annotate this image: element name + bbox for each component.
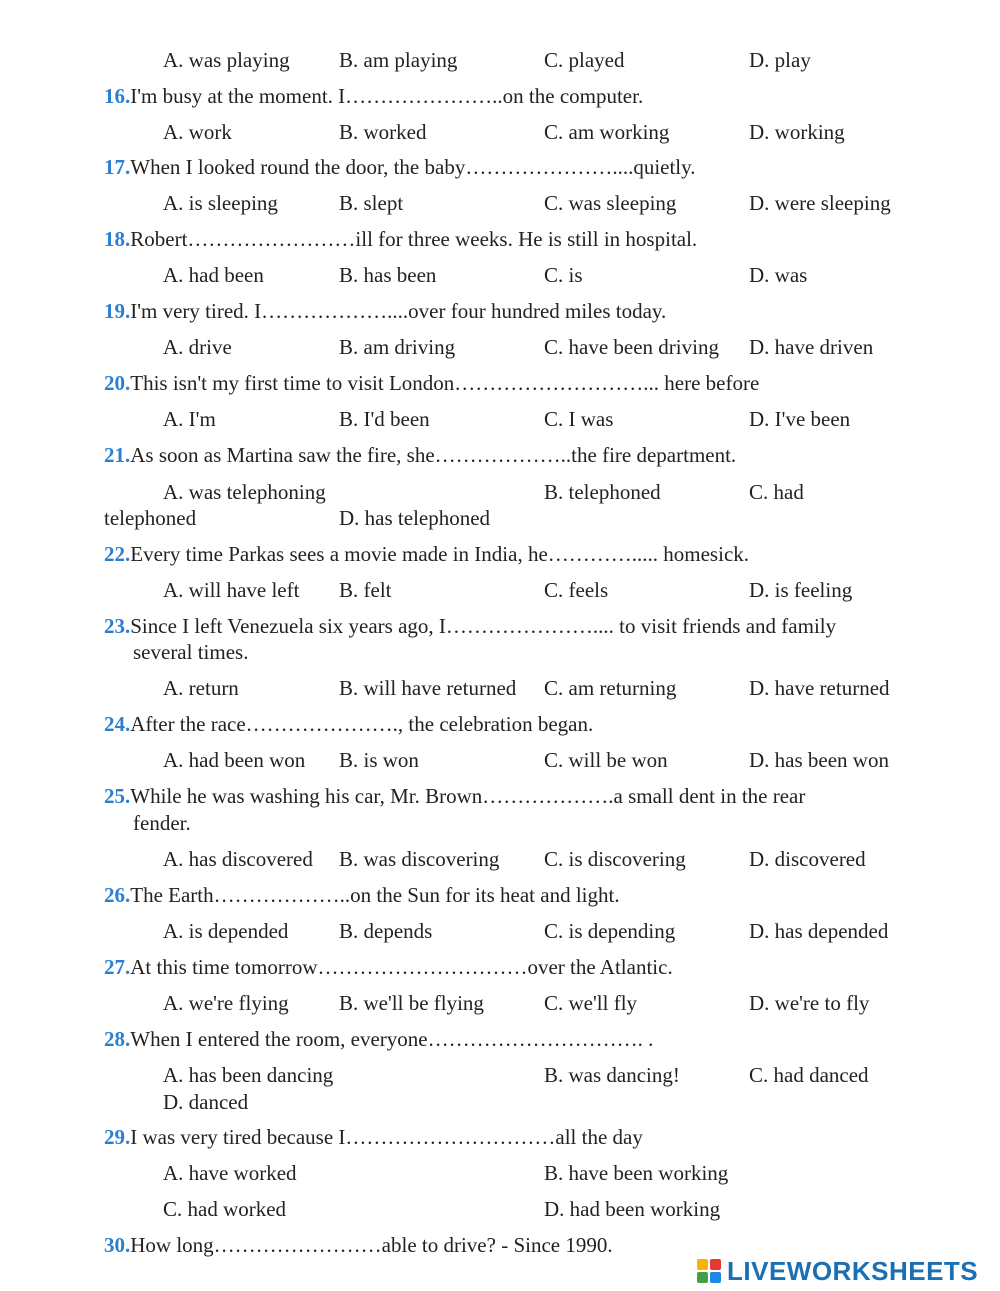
question-text-continued: several times. [133, 640, 249, 664]
option-a[interactable]: A. has been dancing [163, 1063, 334, 1087]
liveworksheets-logo[interactable] [697, 1255, 978, 1287]
option-b[interactable]: B. I'd been [339, 407, 430, 431]
option-d[interactable]: D. were sleeping [749, 191, 891, 215]
option-a[interactable]: A. is depended [163, 919, 289, 943]
option-d[interactable]: D. discovered [749, 847, 866, 871]
option-d[interactable]: D. have driven [749, 335, 874, 359]
question-16 [104, 83, 643, 109]
question-text: While he was washing his car, Mr. Brown……………….a small dent in the rear [130, 784, 806, 808]
option-d[interactable]: D. has been won [749, 748, 889, 772]
option-c[interactable]: C. had worked [163, 1197, 287, 1221]
question-number: 22. [104, 542, 131, 566]
question-text: This isn't my first time to visit London………………………... here before [130, 371, 760, 395]
question-number: 21. [104, 443, 131, 467]
option-b[interactable]: B. telephoned [544, 480, 661, 504]
question-number: 28. [104, 1027, 131, 1051]
question-number: 17. [104, 155, 131, 179]
question-17 [104, 154, 696, 180]
question-text: Every time Parkas sees a movie made in India, he…………..... homesick. [130, 542, 750, 566]
option-d[interactable]: D. working [749, 120, 845, 144]
question-21 [104, 442, 736, 468]
option-b[interactable]: B. was dancing! [544, 1063, 680, 1087]
question-20 [104, 370, 759, 396]
option-a[interactable]: A. was telephoning [163, 480, 326, 504]
logo-square-icon [710, 1272, 721, 1283]
question-25 [104, 783, 805, 809]
option-b[interactable]: B. slept [339, 191, 404, 215]
option-b[interactable]: B. has been [339, 263, 437, 287]
option-b[interactable]: B. have been working [544, 1161, 729, 1185]
logo-text: LIVEWORKSHEETS [727, 1255, 979, 1286]
question-number: 27. [104, 955, 131, 979]
option-c[interactable]: C. played [544, 48, 625, 72]
question-number: 25. [104, 784, 131, 808]
question-number: 19. [104, 299, 131, 323]
option-d[interactable]: D. is feeling [749, 578, 853, 602]
question-text: As soon as Martina saw the fire, she………………..the fire department. [130, 443, 737, 467]
option-c[interactable]: C. is discovering [544, 847, 686, 871]
question-number: 30. [104, 1233, 131, 1257]
option-c-continued[interactable]: telephoned [104, 506, 197, 530]
question-text: I'm busy at the moment. I…………………..on the computer. [130, 84, 644, 108]
question-text: How long……………………able to drive? - Since 1990. [130, 1233, 613, 1257]
option-c[interactable]: C. is [544, 263, 583, 287]
option-c[interactable]: C. was sleeping [544, 191, 677, 215]
option-d[interactable]: D. was [749, 263, 808, 287]
option-c[interactable]: C. I was [544, 407, 614, 431]
question-number: 26. [104, 883, 131, 907]
option-c[interactable]: C. will be won [544, 748, 668, 772]
logo-square-icon [710, 1259, 721, 1270]
option-a[interactable]: A. will have left [163, 578, 300, 602]
question-text: Since I left Venezuela six years ago, I………………….... to visit friends and family [130, 614, 837, 638]
option-d[interactable]: D. had been working [544, 1197, 721, 1221]
question-text-continued: fender. [133, 811, 191, 835]
option-a[interactable]: A. had been won [163, 748, 306, 772]
question-23 [104, 613, 836, 639]
question-28 [104, 1026, 653, 1052]
question-30 [104, 1232, 613, 1258]
logo-square-icon [697, 1259, 708, 1270]
question-text: I was very tired because I…………………………all the day [130, 1125, 643, 1149]
option-c[interactable]: C. am returning [544, 676, 677, 700]
option-b[interactable]: B. was discovering [339, 847, 500, 871]
option-c[interactable]: C. had [749, 480, 804, 504]
option-a[interactable]: A. we're flying [163, 991, 289, 1015]
question-text: I'm very tired. I………………....over four hundred miles today. [130, 299, 667, 323]
question-26 [104, 882, 620, 908]
option-a[interactable]: A. had been [163, 263, 264, 287]
option-c[interactable]: C. have been driving [544, 335, 719, 359]
question-number: 20. [104, 371, 131, 395]
option-b[interactable]: B. we'll be flying [339, 991, 484, 1015]
option-a[interactable]: A. have worked [163, 1161, 297, 1185]
option-c[interactable]: C. is depending [544, 919, 676, 943]
question-text: Robert……………………ill for three weeks. He is still in hospital. [130, 227, 698, 251]
option-d[interactable]: D. play [749, 48, 811, 72]
question-text: The Earth………………..on the Sun for its heat and light. [130, 883, 620, 907]
question-18 [104, 226, 697, 252]
question-27 [104, 954, 673, 980]
option-a[interactable]: A. drive [163, 335, 232, 359]
question-22 [104, 541, 749, 567]
question-29 [104, 1124, 643, 1150]
option-b[interactable]: B. am playing [339, 48, 458, 72]
question-number: 16. [104, 84, 131, 108]
option-a[interactable]: A. was playing [163, 48, 290, 72]
logo-icon [697, 1259, 721, 1283]
question-text: After the race…………………., the celebration began. [130, 712, 594, 736]
option-b[interactable]: B. am driving [339, 335, 456, 359]
option-a[interactable]: A. has discovered [163, 847, 313, 871]
question-19 [104, 298, 666, 324]
option-b[interactable]: B. worked [339, 120, 427, 144]
option-d[interactable]: D. has telephoned [339, 506, 491, 530]
option-a[interactable]: A. is sleeping [163, 191, 278, 215]
option-a[interactable]: A. return [163, 676, 239, 700]
option-a[interactable]: A. I'm [163, 407, 216, 431]
option-c[interactable]: C. we'll fly [544, 991, 638, 1015]
logo-square-icon [697, 1272, 708, 1283]
question-number: 24. [104, 712, 131, 736]
option-d[interactable]: D. danced [163, 1090, 249, 1114]
option-b[interactable]: B. felt [339, 578, 392, 602]
question-24 [104, 711, 593, 737]
option-c[interactable]: C. feels [544, 578, 609, 602]
option-b[interactable]: B. is won [339, 748, 419, 772]
question-number: 18. [104, 227, 131, 251]
option-d[interactable]: D. we're to fly [749, 991, 870, 1015]
option-d[interactable]: D. has depended [749, 919, 889, 943]
option-c[interactable]: C. am working [544, 120, 670, 144]
option-b[interactable]: B. depends [339, 919, 433, 943]
option-c[interactable]: C. had danced [749, 1063, 869, 1087]
question-number: 29. [104, 1125, 131, 1149]
question-number: 23. [104, 614, 131, 638]
question-text: When I looked round the door, the baby…………………....quietly. [130, 155, 696, 179]
option-b[interactable]: B. will have returned [339, 676, 517, 700]
option-d[interactable]: D. have returned [749, 676, 890, 700]
question-text: At this time tomorrow…………………………over the Atlantic. [130, 955, 673, 979]
option-a[interactable]: A. work [163, 120, 232, 144]
question-text: When I entered the room, everyone…………………………. . [130, 1027, 654, 1051]
option-d[interactable]: D. I've been [749, 407, 851, 431]
